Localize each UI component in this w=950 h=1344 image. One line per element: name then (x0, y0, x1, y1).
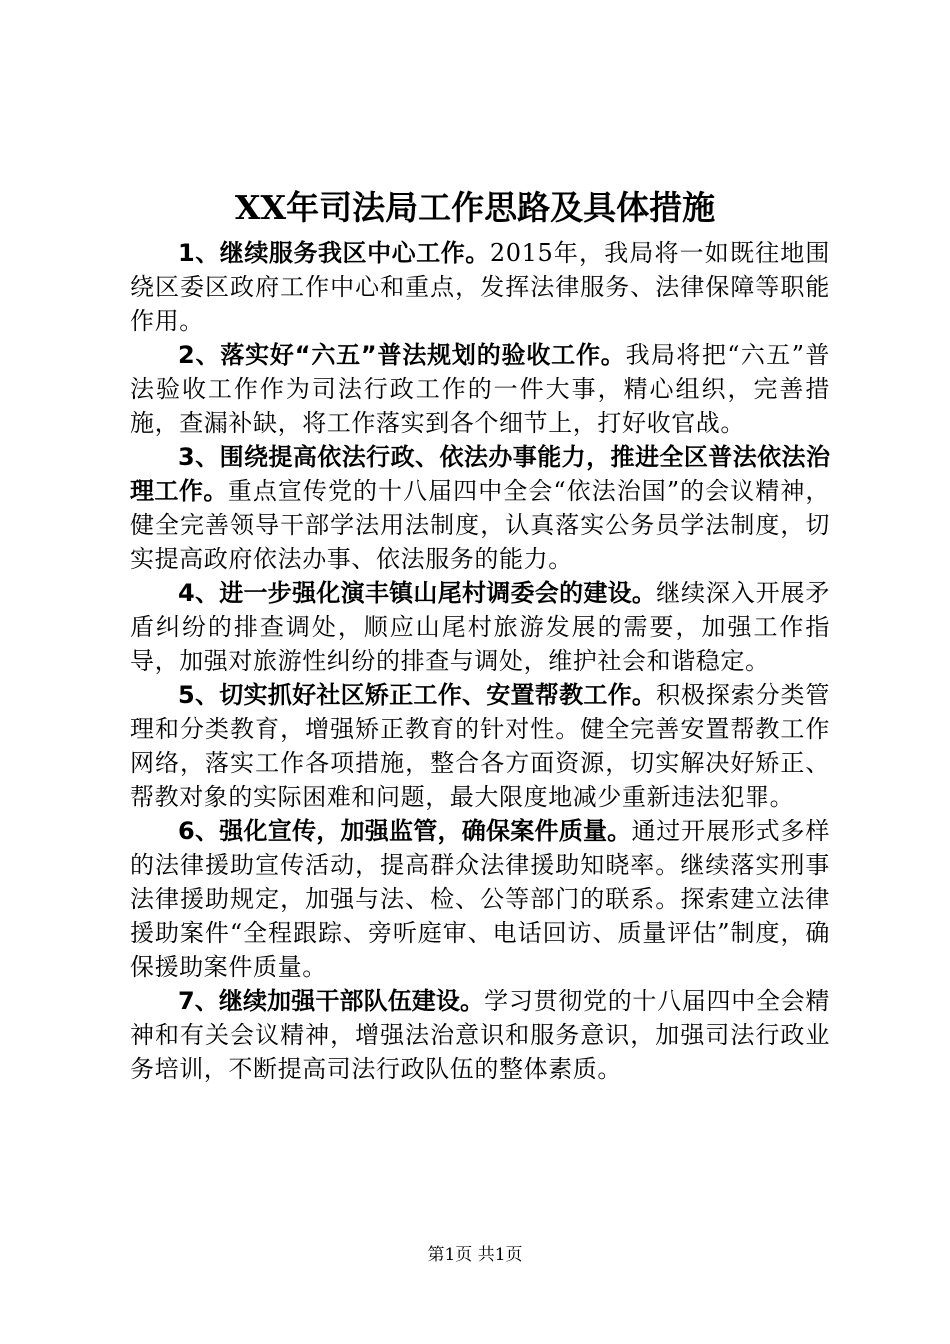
paragraph-heading: 2、落实好“六五”普法规划的验收工作。 (178, 341, 626, 369)
paragraph-text: 学习贯彻党的十八届四中全会精神和有关会议精神，增强法治意识和服务意识，加强司法行政业务培训，不断提高司法行政队伍的整体素质。 (130, 987, 831, 1083)
paragraph-heading: 6、强化宣传，加强监管，确保案件质量。 (178, 817, 632, 845)
page-footer: 第1页 共1页 (427, 1245, 523, 1265)
paragraph-3 (130, 440, 830, 576)
paragraph-text: 重点宣传党的十八届四中全会“依法治国”的会议精神，健全完善领导干部学法用法制度，认真落实公务员学法制度，切实提高政府依法办事、依法服务的能力。 (130, 477, 830, 573)
paragraph-1 (130, 236, 830, 338)
paragraph-text: 我局将把“六五”普法验收工作作为司法行政工作的一件大事，精心组织，完善措施，查漏补缺，将工作落实到各个细节上，打好收官战。 (130, 341, 830, 437)
paragraph-7 (130, 984, 830, 1086)
paragraph-text: 通过开展形式多样的法律援助宣传活动，提高群众法律援助知晓率。继续落实刑事法律援助规定，加强与法、检、公等部门的联系。探索建立法律援助案件“全程跟踪、旁听庭审、电话回访、质量评估”制度，确保援助案件质量。 (130, 817, 830, 981)
paragraph-6 (130, 814, 830, 984)
paragraph-heading: 4、进一步强化演丰镇山尾村调委会的建设。 (178, 579, 657, 607)
paragraph-heading: 3、围绕提高依法行政、依法办事能力，推进全区普法依法治理工作。 (130, 443, 830, 505)
page-title: XX年司法局工作思路及具体措施 (234, 188, 716, 227)
document-body (130, 236, 830, 1086)
paragraph-4 (130, 576, 830, 678)
paragraph-2 (130, 338, 830, 440)
paragraph-text: 继续深入开展矛盾纠纷的排查调处，顺应山尾村旅游发展的需要，加强工作指导，加强对旅游性纠纷的排查与调处，维护社会和谐稳定。 (130, 579, 830, 675)
paragraph-text: 积极探索分类管理和分类教育，增强矫正教育的针对性。健全完善安置帮教工作网络，落实工作各项措施，整合各方面资源，切实解决好矫正、帮教对象的实际困难和问题，最大限度地减少重新违法犯罪。 (130, 681, 830, 811)
paragraph-heading: 7、继续加强干部队伍建设。 (178, 987, 485, 1015)
paragraph-5 (130, 678, 830, 814)
paragraph-text: 2015年，我局将一如既往地围绕区委区政府工作中心和重点，发挥法律服务、法律保障等职能作用。 (130, 239, 830, 335)
paragraph-heading: 5、切实抓好社区矫正工作、安置帮教工作。 (178, 681, 657, 709)
paragraph-heading: 1、继续服务我区中心工作。 (178, 239, 490, 267)
